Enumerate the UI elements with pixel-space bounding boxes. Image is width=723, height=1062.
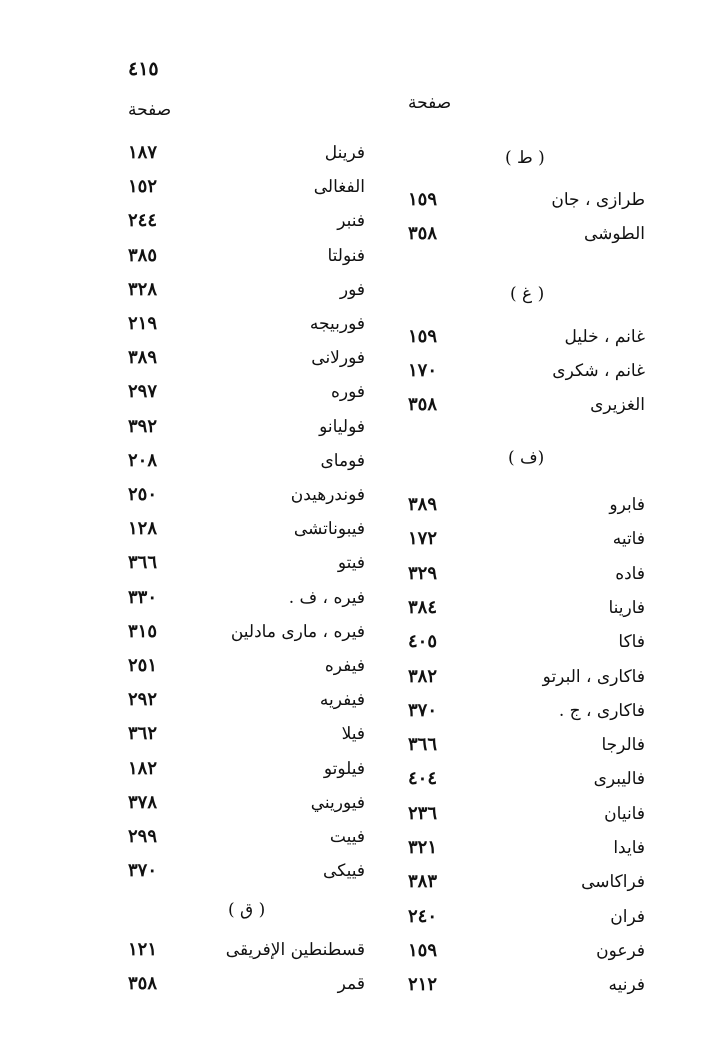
entry-name: فوربيجه [309,314,365,334]
section-heading-ta: ( ط ) [505,148,545,168]
entry-name: الفغالى [313,177,365,198]
section-heading-fa: (ف ) [508,448,545,468]
entry-name: فرنيه [608,975,645,996]
entry-name: فوندرهيدن [290,485,365,505]
entry-name: فاده [615,563,645,584]
entry-name: فيفريه [319,690,365,711]
index-entry [0,970,723,1000]
entry-page-number: ٣٨٣ [408,871,438,893]
entry-name: الغزيرى [590,395,645,415]
entry-name: فنبر [337,211,365,232]
entry-page-number: ٣٢٨ [128,278,158,300]
left-column-header: صفحة [128,100,172,120]
index-entry [0,799,723,829]
index-entry [0,356,723,386]
entry-name: فيره ، مارى مادلين [230,621,365,642]
entry-page-number: ٣٥٨ [408,223,438,244]
entry-page-number: ٣٨٩ [128,347,158,369]
entry-name: فابرو [609,495,645,515]
index-entry [0,593,723,623]
entry-name: فوماى [320,450,365,471]
entry-name: فور [339,279,365,300]
entry-page-number: ١٢١ [128,939,158,960]
entry-name: فيوريني [310,792,365,813]
entry-page-number: ٣٨٥ [128,244,158,266]
entry-name: فاكارى ، البرتو [542,666,645,687]
entry-page-number: ٣٧٨ [128,791,158,813]
entry-page-number: ٣٦٦ [408,734,438,756]
entry-name: فييت [329,827,365,847]
entry-page-number: ٣١٥ [128,620,158,642]
entry-name: فيفره [324,656,365,676]
entry-page-number: ٤٠٤ [408,768,438,790]
right-column-header: صفحة [408,93,452,113]
index-entry [0,764,723,794]
entry-page-number: ١٥٩ [408,939,438,961]
entry-page-number: ٣٩٢ [128,415,158,437]
entry-name: فوليانو [319,416,365,437]
index-entry [0,524,723,554]
entry-page-number: ١٨٢ [128,757,158,779]
entry-name: فيلا [341,724,365,745]
entry-name: فنولتا [327,245,365,266]
entry-page-number: ٢٤٠ [408,905,438,927]
page-number: ٤١٥ [128,58,159,80]
index-entry [0,833,723,863]
entry-page-number: ٣٨٢ [408,665,438,687]
entry-name: فيتو [337,553,365,574]
index-entry [0,867,723,897]
index-entry [0,730,723,760]
entry-page-number: ٢٥٠ [128,484,158,505]
entry-name: فارينا [608,597,645,618]
entry-name: فراكاسى [581,872,645,893]
entry-page-number: ١٥٩ [408,189,438,210]
entry-name: فرعون [596,940,645,961]
entry-page-number: ٢٤٤ [128,210,158,232]
entry-page-number: ١٥٢ [128,176,158,198]
entry-page-number: ٢٥١ [128,655,158,676]
entry-page-number: ٢٩٧ [128,381,158,403]
index-entry [0,627,723,657]
entry-page-number: ١٧٠ [408,360,438,381]
entry-name: فييكى [323,861,365,882]
entry-name: فاليبرى [593,769,645,790]
entry-name: قسطنطين الإفريقى [225,940,365,960]
entry-name: غانم ، شكرى [552,361,645,381]
entry-name: فران [610,906,645,927]
entry-page-number: ٢٠٨ [128,449,158,471]
entry-page-number: ٣٧٠ [128,860,158,882]
entry-page-number: ٣٣٠ [128,586,158,608]
entry-name: قمر [337,974,365,994]
entry-page-number: ٢٩٩ [128,826,158,847]
entry-page-number: ٣٨٤ [408,596,438,618]
entry-page-number: ٣٢١ [408,837,438,858]
entry-name: غانم ، خليل [564,327,645,347]
entry-name: فيره ، ف . [288,587,365,608]
index-entry [0,185,723,215]
entry-name: فيبوناتشى [293,519,365,540]
entry-name: فيلوتو [323,758,365,779]
entry-name: فوره [330,382,365,403]
entry-page-number: ٢٣٦ [408,802,438,824]
entry-page-number: ٣٢٩ [408,562,438,584]
entry-page-number: ٣٨٩ [408,494,438,515]
entry-name: فاكارى ، ج . [558,700,645,721]
index-entry [0,219,723,249]
entry-page-number: ٣٥٨ [128,973,158,994]
entry-page-number: ٣٥٨ [408,394,438,415]
entry-name: فورلانى [311,348,365,369]
entry-page-number: ٢٩٢ [128,689,158,711]
entry-page-number: ٢١٢ [408,974,438,996]
entry-page-number: ٣٧٠ [408,699,438,721]
entry-name: فرينل [324,143,365,163]
entry-name: طرازى ، جان [551,190,645,210]
entry-page-number: ١٢٨ [128,518,158,540]
entry-page-number: ١٨٧ [128,142,158,163]
entry-name: فالرجا [601,735,645,756]
entry-name: فاتيه [612,529,645,550]
index-entry [0,390,723,420]
entry-page-number: ٢١٩ [128,313,158,334]
index-entry [0,662,723,692]
entry-name: فايدا [613,838,645,858]
index-entry [0,936,723,966]
entry-name: فاكا [618,632,645,653]
entry-name: فانيان [604,803,645,824]
section-heading-qaf: ( ق ) [228,900,266,920]
index-entry [0,902,723,932]
entry-name: الطوشى [583,224,645,244]
index-entry [0,696,723,726]
index-entry [0,322,723,352]
index-entry [0,490,723,520]
index-entry [0,559,723,589]
entry-page-number: ١٧٢ [408,528,438,550]
entry-page-number: ٣٦٢ [128,723,158,745]
section-heading-ghain: ( غ ) [510,284,545,304]
entry-page-number: ٣٦٦ [128,552,158,574]
entry-page-number: ١٥٩ [408,326,438,347]
entry-page-number: ٤٠٥ [408,631,438,653]
